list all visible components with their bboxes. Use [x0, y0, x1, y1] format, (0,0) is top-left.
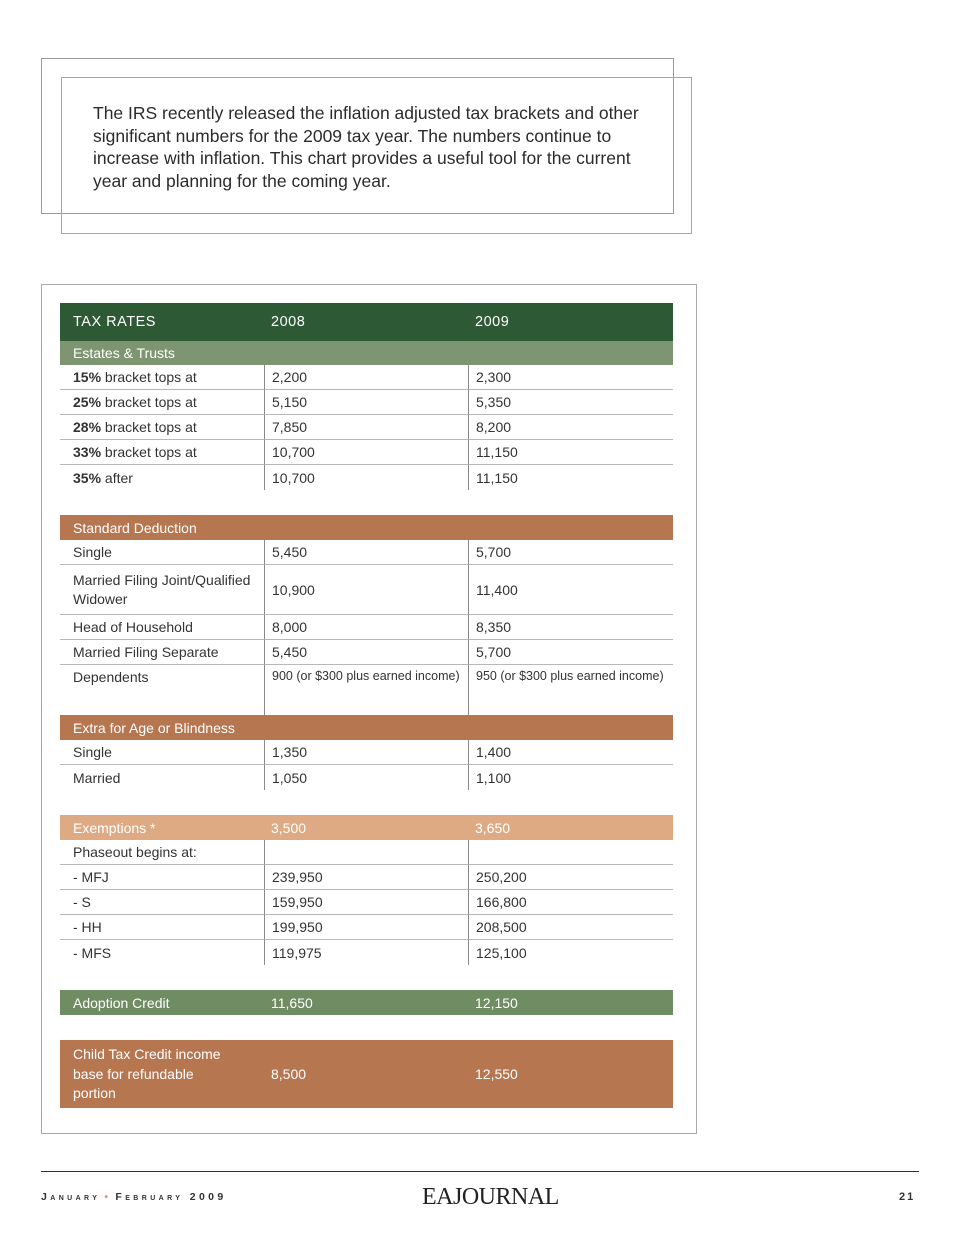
value-2009: 125,100	[468, 940, 673, 965]
footer-separator: •	[104, 1191, 112, 1203]
row-label	[60, 415, 264, 440]
value-2009: 250,200	[468, 865, 673, 890]
value-2008: 10,700	[264, 440, 468, 465]
value-2009: 950 (or $300 plus earned income)	[468, 665, 673, 715]
table-row	[60, 915, 673, 940]
value-2008: 1,350	[264, 740, 468, 765]
row-label: - MFS	[73, 944, 112, 961]
table-row	[60, 740, 673, 765]
row-label	[60, 440, 264, 465]
table-row	[60, 440, 673, 465]
section-gap	[60, 490, 673, 515]
row-label: Head of Household	[60, 615, 264, 640]
value-2009: 11,150	[468, 440, 673, 465]
value-2008: 5,450	[264, 540, 468, 565]
rate-percent: 35%	[73, 469, 102, 486]
value-2009: 5,350	[468, 390, 673, 415]
row-label: Single	[60, 740, 264, 765]
row-label	[60, 390, 264, 415]
table-row	[60, 890, 673, 915]
rate-percent: 25%	[73, 394, 102, 410]
row-label	[60, 465, 264, 490]
value-2008: 239,950	[264, 865, 468, 890]
value-2008: 8,500	[271, 1066, 307, 1082]
value-2009: 5,700	[468, 540, 673, 565]
rate-percent: 33%	[73, 444, 102, 460]
row-label: Child Tax Credit income base for refundable portion	[73, 1046, 221, 1101]
value-2009: 12,150	[475, 994, 518, 1011]
value-2009: 2,300	[468, 365, 673, 390]
row-label: - MFJ	[60, 865, 264, 890]
table-row	[60, 765, 673, 790]
section-title: Estates & Trusts	[73, 345, 175, 361]
value-2008: 159,950	[264, 890, 468, 915]
table-row	[60, 415, 673, 440]
footer-month-1: January	[41, 1191, 101, 1203]
rate-label: bracket tops at	[101, 444, 197, 460]
table-row	[60, 615, 673, 640]
table-row	[60, 840, 673, 865]
footer-year: 2009	[189, 1191, 227, 1203]
value-2009: 1,400	[468, 740, 673, 765]
row-label: Married Filing Separate	[60, 640, 264, 665]
footer-month-2: February	[115, 1191, 184, 1203]
header-label: TAX RATES	[73, 314, 156, 330]
value-2008: 119,975	[264, 940, 468, 965]
table-row	[60, 390, 673, 415]
value-2009: 3,650	[475, 819, 511, 836]
value-2009: 5,700	[468, 640, 673, 665]
ea-journal-logo: EAJOURNAL	[422, 1184, 559, 1210]
table-header-row	[60, 303, 673, 341]
page-number: 21	[899, 1191, 916, 1203]
value-2009: 12,550	[475, 1066, 518, 1082]
value-2008: 2,200	[264, 365, 468, 390]
rate-label: bracket tops at	[101, 419, 197, 435]
value-2009: 166,800	[468, 890, 673, 915]
value-2009: 208,500	[468, 915, 673, 940]
row-label: Phaseout begins at:	[60, 840, 264, 865]
rate-percent: 15%	[73, 369, 102, 385]
table-row	[60, 365, 673, 390]
table-row	[60, 665, 673, 715]
tax-rates-table	[60, 303, 673, 1108]
row-label: Adoption Credit	[73, 994, 170, 1011]
value-2008: 3,500	[271, 819, 307, 836]
value-2009: 1,100	[468, 765, 673, 790]
value-2009: 8,350	[468, 615, 673, 640]
footer-rule	[41, 1171, 919, 1172]
table-row	[60, 465, 673, 490]
row-label: Dependents	[73, 669, 149, 685]
row-label: Single	[60, 540, 264, 565]
value-2009	[468, 840, 673, 865]
row-label: Married Filing Joint/Qualified Widower	[60, 565, 264, 615]
section-title: Standard Deduction	[73, 519, 197, 536]
header-2009: 2009	[475, 314, 510, 330]
row-label: Married	[73, 769, 121, 786]
value-2008: 10,700	[264, 465, 468, 490]
section-gap	[60, 965, 673, 990]
value-2008: 199,950	[264, 915, 468, 940]
value-2008: 10,900	[264, 565, 468, 615]
section-exemptions	[60, 815, 673, 840]
value-2008: 8,000	[264, 615, 468, 640]
value-2008: 1,050	[264, 765, 468, 790]
section-adoption-credit	[60, 990, 673, 1015]
section-gap	[60, 1015, 673, 1040]
table-row	[60, 540, 673, 565]
value-2009: 11,400	[468, 565, 673, 615]
section-gap	[60, 790, 673, 815]
value-2008: 5,150	[264, 390, 468, 415]
row-label: - S	[60, 890, 264, 915]
section-title: Extra for Age or Blindness	[73, 719, 235, 736]
value-2008: 900 (or $300 plus earned income)	[264, 665, 468, 715]
value-2008: 7,850	[264, 415, 468, 440]
section-title: Exemptions *	[73, 819, 156, 836]
footer-issue-date	[41, 1191, 227, 1203]
rate-label: bracket tops at	[101, 369, 197, 385]
table-row	[60, 865, 673, 890]
section-child-tax-credit	[60, 1040, 673, 1108]
value-2009: 11,150	[468, 465, 673, 490]
value-2008: 5,450	[264, 640, 468, 665]
value-2008: 11,650	[271, 994, 313, 1011]
section-estates-trusts	[60, 341, 673, 365]
rate-label: after	[101, 469, 133, 486]
rate-label: bracket tops at	[101, 394, 197, 410]
value-2008	[264, 840, 468, 865]
table-row	[60, 640, 673, 665]
table-row	[60, 940, 673, 965]
section-extra-age-blindness	[60, 715, 673, 740]
row-label	[60, 365, 264, 390]
section-standard-deduction	[60, 515, 673, 540]
header-2008: 2008	[271, 314, 306, 330]
intro-text: The IRS recently released the inflation adjusted tax brackets and other significant numbers for the 2009 tax year. The numbers continue to increase with inflation. This chart provides a useful tool for the current year and planning for the coming year.	[93, 103, 639, 191]
row-label: - HH	[60, 915, 264, 940]
value-2009: 8,200	[468, 415, 673, 440]
rate-percent: 28%	[73, 419, 102, 435]
table-row	[60, 565, 673, 615]
